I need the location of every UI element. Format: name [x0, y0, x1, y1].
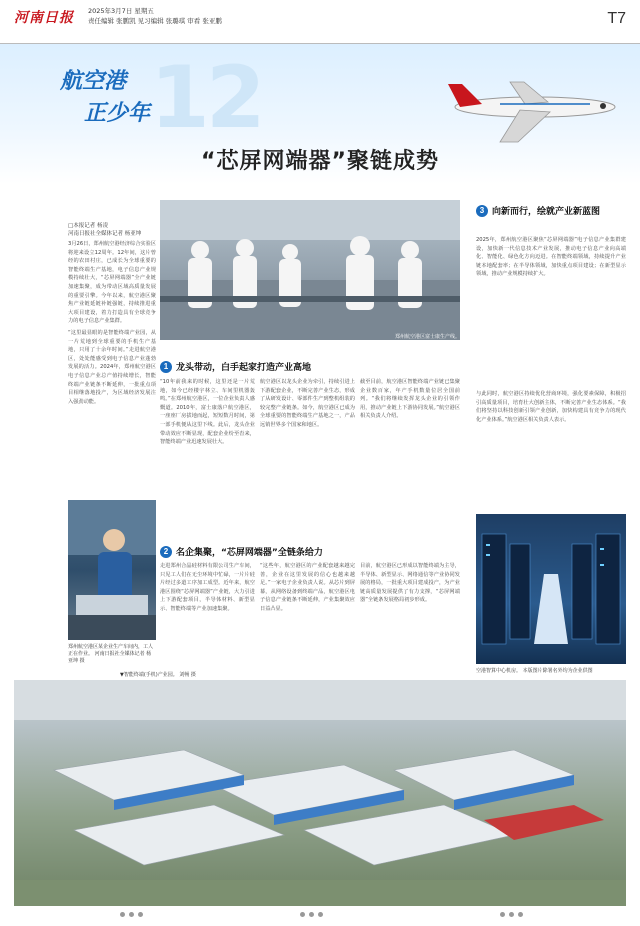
- intro-paragraph: [68, 240, 156, 490]
- section-3-text-a: 2025年，郑州航空港区聚焦“芯屏网端器”电子信息产业集群建设，加快新一代信息技术产业发展，推动电子信息产业向高端化、智能化、绿色化方向迈进。在智能终端领域，持续提升产业链本地配套率；在半导体领域，加快重点项目建设；在新型显示领域，推动产业规模持续扩大。: [476, 237, 626, 278]
- bottom-photo-caption: ▼智能终端(手机)产业园。 刘畅 摄: [120, 672, 196, 678]
- byline: [68, 222, 158, 238]
- section-2-text-b: “这些年，航空港区的产业配套越来越完善，企业在这里发展的信心也越来越足。”一家电子企业负责人说。从芯片到屏幕，从网络设备到终端产品，航空港区电子信息产业链条不断延伸，产业集聚效应日益凸显。: [260, 563, 355, 612]
- anniversary-number: 12: [150, 48, 262, 148]
- section-3-text-b: 与此同时，航空港区持续优化营商环境，强化要素保障，积极招引高质量项目，培育壮大创新主体，不断完善产业生态体系。“我们将坚持以科技创新引领产业创新，加快构建具有竞争力的现代化产业体系。”航空港区相关负责人表示。: [476, 391, 626, 423]
- section-title: 名企集聚，“芯屏网端器”全链条给力: [176, 548, 323, 558]
- data-center-photo: [476, 514, 626, 664]
- factory-buildings-icon: [14, 680, 626, 906]
- worker-photo: [68, 500, 156, 640]
- worker-silhouette-icon: [68, 500, 156, 640]
- byline-photographer: 河南日报社全媒体记者 杨亚坤: [68, 231, 142, 237]
- top-photo-caption: 郑州航空港区富士康生产线。: [394, 334, 460, 340]
- intro-text: 3月26日，郑州航空港经济综合实验区将迎来设立12周年。12年间，这片曾经的农田村庄，已成长为全球重要的智能终端生产基地，电子信息产业规模持续壮大，“芯屏网端器”全产业链加速集聚，成为带动区域高质量发展的重要引擎。今年以来，航空港区聚焦产业链延链补链强链，持续推进重大项目建设，着力打造具有全球竞争力的电子信息产业集群。: [68, 241, 156, 325]
- left-col-text: “这里最显眼的是智能终端产业园，从一片荒地到全球重要的手机生产基地，只用了十余年时间。”走进航空港区，处处能感受到电子信息产业蓬勃发展的活力。2024年，郑州航空港区电子信息产业总产值持续增长，智能终端产业链条不断延伸，一批重点项目相继落地投产，为区域经济发展注入强劲动能。: [68, 329, 156, 405]
- server-racks-icon: [476, 514, 626, 664]
- footer-dots-right: [500, 912, 523, 917]
- newspaper-logo[interactable]: 河南日报: [14, 10, 74, 26]
- industrial-park-aerial-photo: [14, 680, 626, 906]
- factory-line-photo: [160, 200, 460, 340]
- footer-dots-middle: [300, 912, 323, 917]
- section-1-heading[interactable]: [160, 360, 311, 373]
- issue-date: 2025年3月7日 星期五: [88, 7, 154, 15]
- masthead: [0, 0, 640, 44]
- right-photo-caption: 空港智算中心机房。 本版图片除署名外均为企业供图: [476, 668, 593, 674]
- section-1-text-c: 截至目前，航空港区智能终端产业链已集聚企业数百家，年产手机数量位居全国前列。“我们将继续发挥龙头企业的引领作用，推动产业链上下游协同发展。”航空港区相关负责人介绍。: [360, 379, 460, 420]
- editor-credits: 责任编辑 张鹏凯 见习编辑 张璐琪 审看 张亚鹏: [88, 17, 222, 25]
- section-2-text-c: 目前，航空港区已形成以智能终端为主导，半导体、新型显示、网络通信等产业协同发展的格局，一批重大项目建成投产，为产业链高质量发展提供了有力支撑，“芯屏网端器”全链条发展格局初步形成。: [360, 563, 460, 604]
- airplane-icon: [440, 62, 620, 152]
- page-headline[interactable]: “芯屏网端器”聚链成势: [201, 149, 439, 174]
- section-banner: [0, 44, 640, 184]
- section-number-badge: 3: [476, 205, 488, 217]
- byline-reporter: □本报记者 杨凌: [68, 223, 108, 229]
- section-2-text-a: 走进郑州合晶硅材料有限公司生产车间，只见工人们在无尘环境中忙碌，一片片硅片经过多道工序加工成型。近年来，航空港区围绕“芯屏网端器”产业链，大力引进上下游配套项目，半导体材料、新型显示、智能终端等产业加速集聚。: [160, 563, 255, 612]
- section-title: 向新而行，绘就产业新蓝图: [492, 207, 601, 217]
- column-title-line1: 航空港: [60, 68, 127, 94]
- section-number-badge: 2: [160, 546, 172, 558]
- section-3-heading[interactable]: [476, 204, 626, 217]
- page-number: T7: [607, 10, 626, 27]
- section-1-text-b: 航空港区以龙头企业为牵引，持续引进上下游配套企业，不断完善产业生态，形成了从研发设计、零部件生产到整机组装的较完整产业链条。如今，航空港区已成为全球重要的智能终端生产基地之一，产品远销世界多个国家和地区。: [260, 379, 355, 428]
- left-photo-caption: 郑州航空港区某企业生产车间内，工人正在作业。 河南日报社全媒体记者 杨亚坤 摄: [68, 644, 154, 664]
- footer-dots-left: [120, 912, 143, 917]
- section-title: 龙头带动，白手起家打造产业高地: [176, 363, 312, 373]
- column-title-line2: 正少年: [84, 100, 151, 126]
- workers-production-line-icon: [160, 200, 460, 340]
- section-2-heading[interactable]: [160, 545, 323, 558]
- dateline: [88, 6, 222, 26]
- section-number-badge: 1: [160, 361, 172, 373]
- section-1-text-a: “10年前我来的时候，这里还是一片荒地，如今已经楼宇林立、车间里机器轰鸣。”在郑州航空港区，一位企业负责人感慨道。2010年，富士康落户航空港区，一座座厂房拔地而起，短短数月时间，第一部手机便从这里下线。此后，龙头企业带动效应不断显现，配套企业纷至沓来，智能终端产业迅速发展壮大。: [160, 379, 255, 446]
